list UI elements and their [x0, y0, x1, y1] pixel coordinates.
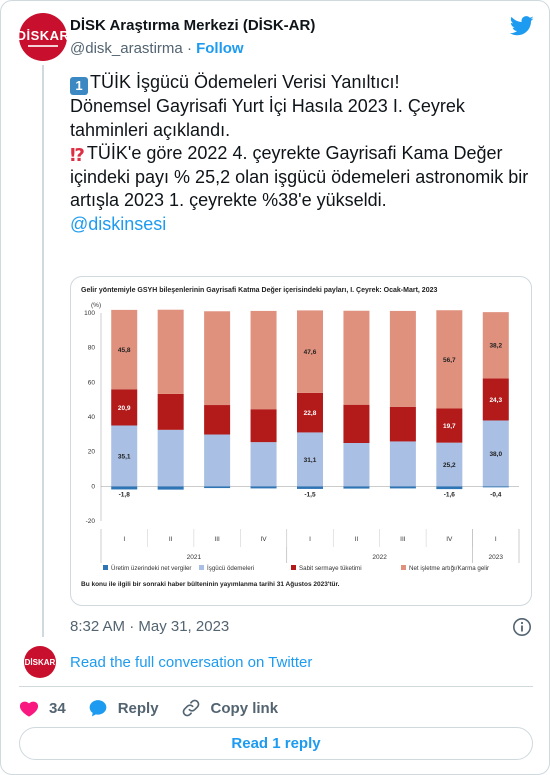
- heart-icon: [19, 699, 39, 717]
- y-axis-label: (%): [91, 302, 102, 309]
- tweet-line-1: [70, 71, 530, 95]
- chart-title: Gelir yöntemiyle GSYH bileşenlerinin Gayrisafi Katma Değer içerisindeki payları, I. Çeyrek: Ocak-Mart, 2023: [81, 287, 438, 294]
- bar-segment: [204, 405, 230, 434]
- data-label: -1,6: [443, 491, 455, 499]
- reply-label: Reply: [117, 699, 159, 717]
- y-tick-label: 40: [87, 414, 95, 421]
- like-count: 34: [49, 699, 66, 717]
- data-label: 56,7: [443, 356, 456, 364]
- chart-footnote: Bu konu ile ilgili bir sonraki haber bülteninin yayımlanma tarihi 31 Ağustos 2023'tür.: [81, 581, 340, 588]
- reply-author-avatar[interactable]: [24, 646, 56, 678]
- info-icon[interactable]: [512, 617, 532, 637]
- data-label: 20,9: [117, 404, 131, 412]
- legend-label: Sabit sermaye tüketimi: [299, 565, 362, 572]
- author-handle[interactable]: @disk_arastirma: [70, 40, 183, 57]
- data-label: 35,1: [117, 453, 131, 461]
- y-tick-label: 100: [84, 310, 95, 317]
- avatar-logo-underline: [28, 45, 58, 47]
- avatar-logo-text: DİSKAR: [16, 27, 70, 43]
- bar-segment: [158, 430, 184, 487]
- x-category-label: III: [400, 536, 406, 543]
- legend-swatch: [291, 565, 296, 570]
- meta-separator: ·: [186, 40, 192, 57]
- bar-segment: [158, 310, 184, 394]
- bar-net-taxes: [251, 486, 277, 488]
- twitter-bird-icon[interactable]: [510, 16, 534, 36]
- bar-segment: [343, 443, 369, 486]
- x-category-label: IV: [446, 536, 453, 543]
- tweet-line-3: [70, 142, 530, 213]
- stacked-bar-chart: [71, 277, 531, 605]
- author-meta: [70, 40, 244, 57]
- small-avatar-logo-text: DİSKAR: [24, 657, 56, 667]
- tweet-line-2: Dönemsel Gayrisafi Yurt İçi Hasıla 2023 I. Çeyrek tahminleri açıklandı.: [70, 96, 465, 140]
- data-label: -0,4: [490, 491, 502, 499]
- data-label: 24,3: [489, 396, 503, 404]
- bar-segment: [251, 409, 277, 442]
- like-button[interactable]: [19, 699, 66, 717]
- x-category-label: IV: [260, 536, 267, 543]
- author-avatar[interactable]: [16, 13, 70, 61]
- x-year-label: 2021: [186, 554, 202, 561]
- x-category-label: I: [309, 536, 311, 543]
- read-full-conversation-link[interactable]: Read the full conversation on Twitter: [70, 654, 313, 671]
- y-tick-label: -20: [85, 518, 95, 525]
- bar-net-taxes: [343, 486, 369, 488]
- bar-segment: [343, 405, 369, 443]
- legend-swatch: [199, 565, 204, 570]
- tweet-timestamp[interactable]: 8:32 AM · May 31, 2023: [70, 618, 230, 635]
- y-tick-label: 0: [91, 483, 95, 491]
- tweet-text: [70, 71, 530, 236]
- read-replies-button[interactable]: Read 1 reply: [19, 727, 533, 760]
- legend-swatch: [103, 565, 108, 570]
- legend-label: Net işletme artığı/Karma gelir: [409, 565, 490, 572]
- x-category-label: II: [168, 536, 173, 543]
- bar-segment: [390, 407, 416, 442]
- reply-button[interactable]: [88, 698, 159, 718]
- y-tick-label: 20: [87, 448, 95, 456]
- tweet-media-chart[interactable]: [70, 276, 532, 606]
- data-label: 31,1: [303, 456, 317, 464]
- author-name[interactable]: DİSK Araştırma Merkezi (DİSK-AR): [70, 17, 316, 34]
- keycap-one-icon: 1: [70, 77, 88, 95]
- x-category-label: III: [214, 536, 220, 543]
- actions-divider: [19, 686, 533, 687]
- bar-segment: [204, 311, 230, 405]
- data-label: 38,0: [489, 450, 503, 458]
- y-tick-label: 80: [87, 344, 95, 352]
- bar-net-taxes: [297, 486, 323, 489]
- tweet-actions: [19, 697, 300, 719]
- data-label: 38,2: [489, 342, 503, 350]
- bar-segment: [390, 441, 416, 486]
- legend-label: Üretim üzerindeki net vergiler: [111, 565, 192, 572]
- mention-link[interactable]: @diskinsesi: [70, 213, 167, 234]
- x-year-label: 2022: [372, 554, 387, 561]
- bar-segment: [251, 442, 277, 486]
- bar-net-taxes: [111, 486, 137, 489]
- exclamation-question-icon: ⁉: [70, 145, 83, 165]
- tweet-line-1-text: TÜİK İşgücü Ödemeleri Verisi Yanıltıcı!: [90, 72, 400, 92]
- bar-segment: [158, 394, 184, 430]
- data-label: 45,8: [117, 347, 131, 355]
- bar-segment: [390, 311, 416, 407]
- legend-swatch: [401, 565, 406, 570]
- data-label: 19,7: [443, 423, 456, 431]
- bar-net-taxes: [390, 486, 416, 488]
- bar-net-taxes: [158, 486, 184, 489]
- bar-net-taxes: [204, 486, 230, 488]
- bar-net-taxes: [483, 486, 509, 487]
- data-label: 25,2: [443, 461, 456, 469]
- bar-segment: [343, 311, 369, 405]
- y-tick-label: 60: [87, 379, 95, 387]
- bar-segment: [251, 311, 277, 409]
- reply-bubble-icon: [88, 698, 108, 718]
- x-category-label: I: [123, 536, 126, 543]
- copy-link-label: Copy link: [210, 699, 279, 717]
- data-label: -1,8: [118, 491, 130, 499]
- data-label: 22,8: [303, 410, 317, 418]
- legend-label: İşgücü ödemeleri: [207, 565, 255, 572]
- bar-segment: [204, 435, 230, 487]
- bar-net-taxes: [436, 486, 462, 489]
- x-category-label: I: [494, 536, 497, 543]
- x-category-label: II: [354, 536, 359, 543]
- follow-link[interactable]: Follow: [196, 40, 244, 57]
- copy-link-button[interactable]: [181, 698, 279, 718]
- data-label: 47,6: [303, 349, 317, 357]
- link-icon: [181, 698, 201, 718]
- data-label: -1,5: [304, 491, 316, 499]
- tweet-line-3-text: TÜİK'e göre 2022 4. çeyrekte Gayrisafi Kama Değer içindeki payı % 25,2 olan işgücü ödemeleri astronomik bir artışla 2023 1. çeyrekte %38'e yükseldi.: [70, 143, 529, 210]
- thread-line: [42, 65, 44, 637]
- x-year-label: 2023: [488, 554, 504, 561]
